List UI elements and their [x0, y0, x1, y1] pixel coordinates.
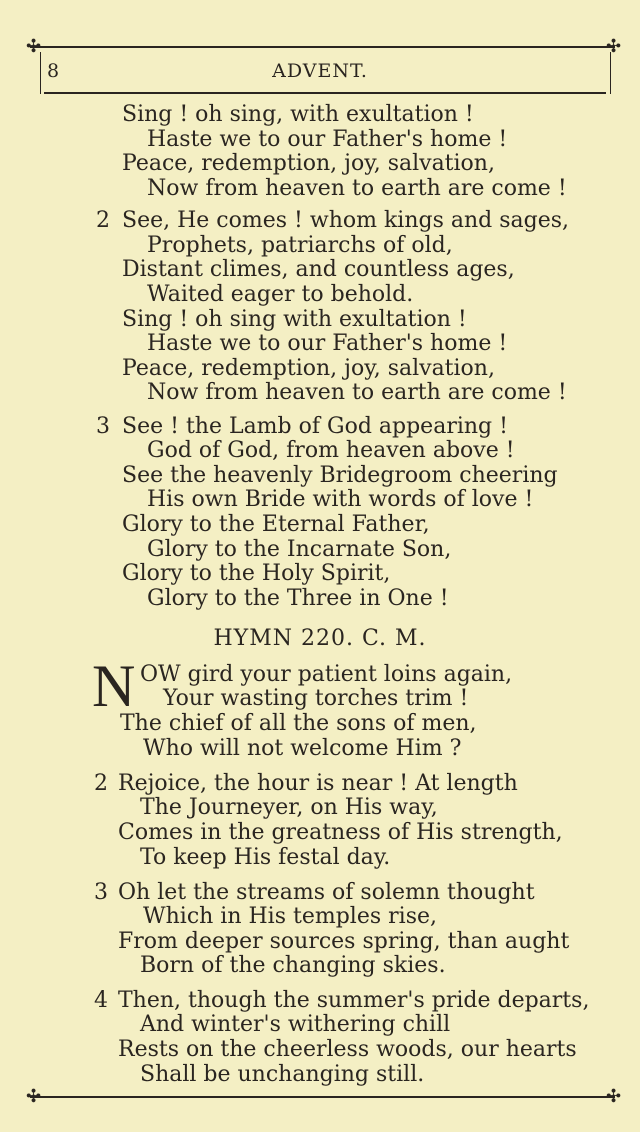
verse-line: And winter's withering chill	[140, 1012, 451, 1037]
ornament-bottom-right-icon: ✣	[606, 1086, 622, 1107]
verse-line: The chief of all the sons of men,	[120, 711, 477, 736]
running-title: ADVENT.	[272, 60, 368, 82]
verse-line: Distant climes, and countless ages,	[122, 257, 515, 282]
verse-line: Glory to the Holy Spirit,	[122, 561, 391, 586]
ornament-top-right-icon: ✣	[606, 36, 622, 57]
verse-line: His own Bride with words of love !	[147, 487, 534, 512]
drop-cap: N	[92, 653, 136, 719]
verse-line: Comes in the greatness of His strength,	[118, 820, 563, 845]
verse-line: Your wasting torches trim !	[163, 686, 469, 711]
verse-line: See ! the Lamb of God appearing !	[122, 414, 508, 439]
verse-line: Glory to the Eternal Father,	[122, 512, 430, 537]
bottom-border-rule	[30, 1096, 615, 1098]
verse-line: Rejoice, the hour is near ! At length	[118, 771, 518, 796]
hymn-title: HYMN 220. C. M.	[213, 626, 427, 651]
verse-line: Peace, redemption, joy, salvation,	[122, 356, 495, 381]
verse-line: Now from heaven to earth are come !	[147, 380, 567, 405]
verse-line: Now from heaven to earth are come !	[147, 176, 567, 201]
verse-number: 2	[96, 208, 110, 233]
ornament-top-left-icon: ✣	[26, 36, 42, 57]
verse-line: Waited eager to behold.	[147, 282, 414, 307]
verse-line: To keep His festal day.	[140, 845, 391, 870]
verse-number: 3	[96, 414, 110, 439]
verse-line: Oh let the streams of solemn thought	[118, 880, 535, 905]
verse-number: 2	[94, 771, 108, 796]
verse-line: Sing ! oh sing, with exultation !	[122, 102, 474, 127]
verse-line: Peace, redemption, joy, salvation,	[122, 151, 495, 176]
verse-line: Then, though the summer's pride departs,	[118, 988, 590, 1013]
header-underline-rule	[44, 92, 606, 94]
page-header	[0, 60, 640, 86]
verse-line: Prophets, patriarchs of old,	[147, 233, 453, 258]
verse-line: From deeper sources spring, than aught	[118, 929, 570, 954]
verse-line: Glory to the Three in One !	[147, 586, 449, 611]
verse-line: Glory to the Incarnate Son,	[147, 537, 452, 562]
verse-number: 3	[94, 880, 108, 905]
verse-line: God of God, from heaven above !	[147, 438, 515, 463]
verse-line: Which in His temples rise,	[143, 904, 438, 929]
verse-line: Born of the changing skies.	[140, 953, 446, 978]
top-border-rule	[30, 46, 615, 48]
verse-line: Haste we to our Father's home !	[147, 331, 508, 356]
verse-line: Sing ! oh sing with exultation !	[122, 307, 467, 332]
verse-line: See, He comes ! whom kings and sages,	[122, 208, 570, 233]
verse-line: OW gird your patient loins again,	[140, 662, 513, 687]
verse-line: Who will not welcome Him ?	[143, 736, 462, 761]
page-number: 8	[47, 60, 60, 82]
verse-line: Rests on the cheerless woods, our hearts	[118, 1037, 577, 1062]
verse-line: Shall be unchanging still.	[140, 1062, 425, 1087]
ornament-bottom-left-icon: ✣	[26, 1086, 42, 1107]
verse-line: See the heavenly Bridegroom cheering	[122, 463, 558, 488]
verse-line: The Journeyer, on His way,	[140, 795, 438, 820]
verse-line: Haste we to our Father's home !	[147, 127, 508, 152]
verse-number: 4	[94, 988, 108, 1013]
